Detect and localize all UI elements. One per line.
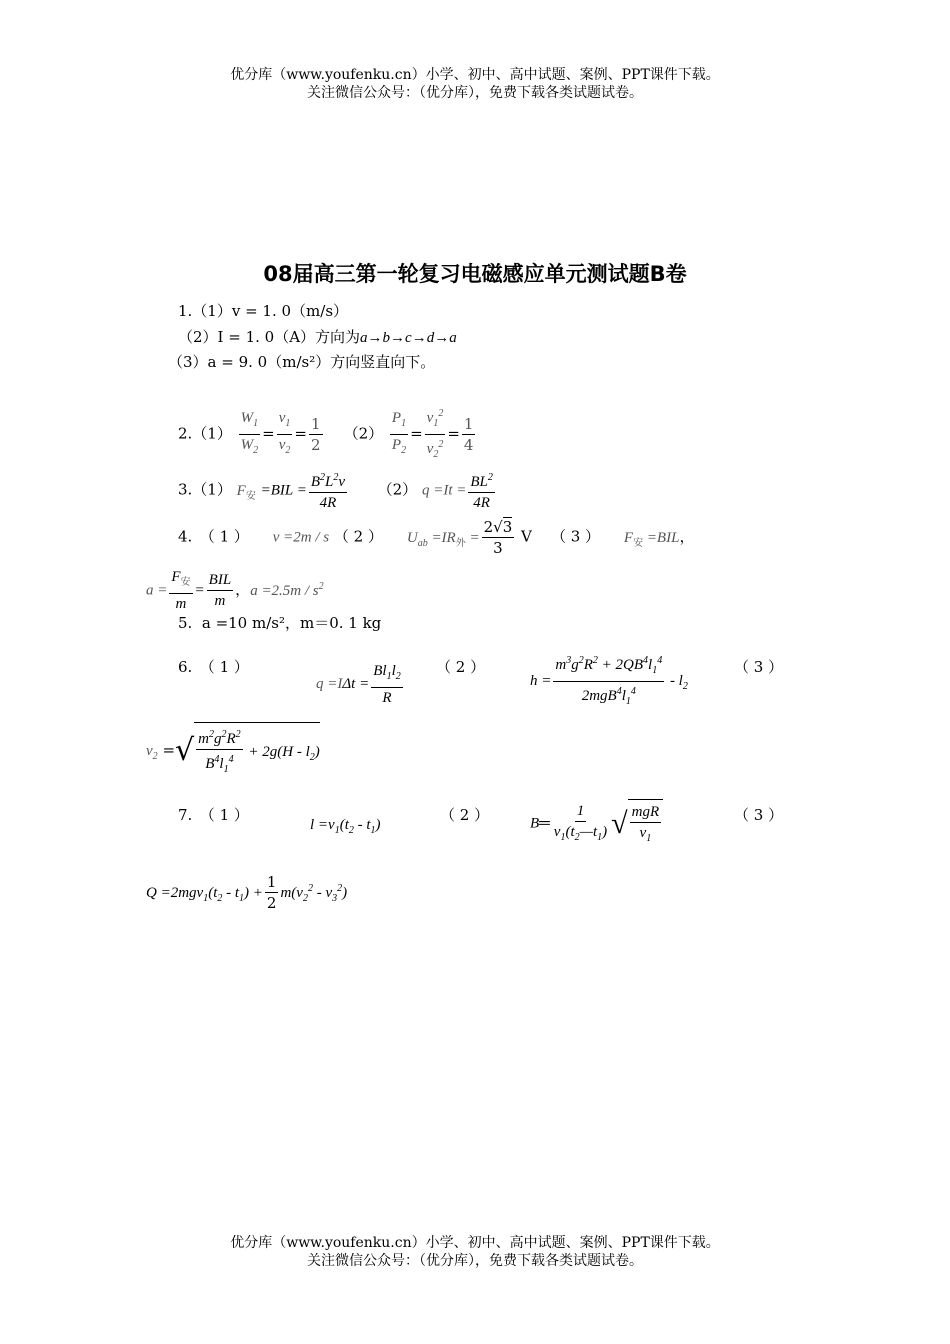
footer-line-2: 关注微信公众号：（优分库），免费下载各类试题试卷。 — [307, 1253, 643, 1269]
q4-frac-bil-m: BIL m — [208, 572, 232, 609]
q6-answer — [178, 655, 784, 707]
q6-label: 6. （ 1 ） — [178, 658, 249, 676]
q2-frac-quarter: $\frac{1}{4}$ — [463, 415, 474, 454]
q6-sqrt-body: $\frac{m^2g^2R^2}{B^4l_1^4}$ + $2g(H - l_2)$ — [194, 722, 320, 780]
q4-frac-f-m: $F_安$ m — [171, 569, 191, 612]
q7-frac-field: $\frac{1}{v_1(t_2—t_1)}$ — [553, 802, 608, 843]
page-header — [0, 66, 950, 102]
q6-part3-label: （ 3 ） — [734, 658, 784, 676]
q7-field: B═ $\frac{1}{v_1(t_2—t_1)}$ √ mgR $v_1$ — [530, 799, 663, 849]
q2-frac-v: $\frac{v_1}{v_2}$ — [278, 410, 291, 456]
q1-part2 — [178, 327, 457, 348]
q4-frac-voltage: $\frac{2√3}{3}$ — [483, 518, 513, 557]
q4-answer: 4. （ 1 ） v =2m / s （ 2 ） $U_{ab} =IR_外$ = $\frac{2√3}{3}$ V （ 3 ） $F_安 =BIL$， — [178, 518, 695, 557]
q5-answer — [178, 613, 381, 633]
q7-part3-label: （ 3 ） — [734, 806, 784, 824]
q7-part2-label: （ 2 ） — [440, 806, 490, 824]
q1-part1: 1.（1）v = 1. 0（m/s） — [178, 302, 349, 320]
q4-accel: a = $F_安$ m = BIL m ，$a =2.5m / s^2$ — [146, 569, 324, 612]
q1-part2-eq: I = 1. 0（A）方向为 — [217, 328, 361, 346]
footer-line-1: 优分库（www.youfenku.cn）小学、初中、高中试题、案例、PPT课件下载。 — [230, 1235, 720, 1251]
q3-frac-charge: $\frac{BL^2}{4R}$ — [468, 468, 495, 513]
q2-part2-label: （2） — [343, 424, 384, 443]
q2-frac-half: $\frac{1}{2}$ — [310, 415, 321, 454]
q6-frac-height: $m^3g^2R^2 + 2QB^4l_1^4$ $2mgB^4l_1^4$ — [553, 651, 664, 712]
header-line-2: 关注微信公众号：（优分库），免费下载各类试题试卷。 — [307, 85, 643, 101]
q2-label: 2.（1） — [178, 424, 232, 443]
q2-frac-v2: $\frac{v_1^2}{v_2^2}$ — [425, 404, 446, 465]
q5-value: a =10 m/s²，m＝0. 1 kg — [201, 614, 382, 632]
q3-frac-force: $\frac{B^2L^2v}{4R}$ — [309, 468, 347, 513]
q2-answer: 2.（1） $\frac{W_1}{W_2}$ = $\frac{v_1}{v_2}$ = $\frac{1}{2}$ （2） $\frac{P_1}{P_2}$ = $\frac{v_1^2}{v_2^2}$ = $\frac{1}{4}$ — [178, 404, 477, 465]
q4-label: 4. （ 1 ） — [178, 527, 249, 546]
page-footer — [0, 1234, 950, 1270]
q4-unit: V — [521, 527, 532, 546]
q6-frac-velocity: $\frac{m^2g^2R^2}{B^4l_1^4}$ — [196, 725, 243, 780]
q2-frac-p: $\frac{P_1}{P_2}$ — [391, 410, 407, 456]
q6-frac-charge: $\frac{Bl_1l_2}{R}$ — [373, 663, 401, 706]
q4-part3-label: （ 3 ） — [550, 527, 601, 546]
q1-part3: （3）a = 9. 0（m/s²）方向竖直向下。 — [168, 353, 436, 371]
q7-frac-half: $\frac{1}{2}$ — [266, 873, 277, 912]
q2-frac-w: $\frac{W_1}{W_2}$ — [240, 410, 259, 456]
q4-part2-label: （ 2 ） — [333, 527, 383, 546]
q1-direction: a→b→c→d→a — [360, 330, 457, 346]
q7-frac-sqrt: mgR $v_1$ — [631, 804, 660, 844]
q1-part2-label: （2） — [178, 328, 218, 346]
q6-velocity: $v_2$ =√ $\frac{m^2g^2R^2}{B^4l_1^4}$ + $2g(H - l_2)$ — [146, 722, 320, 780]
q3-answer: 3.（1） $F_安 =BIL$ = $\frac{B^2L^2v}{4R}$ （2） q =It = $\frac{BL^2}{4R}$ — [178, 468, 497, 513]
header-line-1: 优分库（www.youfenku.cn）小学、初中、高中试题、案例、PPT课件下载。 — [230, 67, 720, 83]
q7-label: 7. （ 1 ） — [178, 806, 249, 824]
q3-part2-label: （2） — [377, 480, 418, 499]
q5-label: 5. — [178, 614, 193, 632]
q3-label: 3.（1） — [178, 480, 232, 499]
q4-comma: ， — [679, 527, 695, 546]
q7-answer — [178, 802, 784, 844]
q6-part2-label: （ 2 ） — [436, 658, 486, 676]
q7-length: $l =v_1(t_2 - t_1)$ — [310, 817, 381, 836]
q6-charge: q =IΔt = $\frac{Bl_1l_2}{R}$ — [316, 663, 401, 706]
q7-heat: $Q =2mgv_1(t_2 - t_1)$ + $\frac{1}{2}$ $m(v_2^2 - v_3^2)$ — [146, 873, 348, 912]
page-title: 08届高三第一轮复习电磁感应单元测试题B卷 — [263, 262, 687, 286]
q6-height: h = $m^3g^2R^2 + 2QB^4l_1^4$ $2mgB^4l_1^4$ - $l_2$ — [530, 651, 688, 712]
